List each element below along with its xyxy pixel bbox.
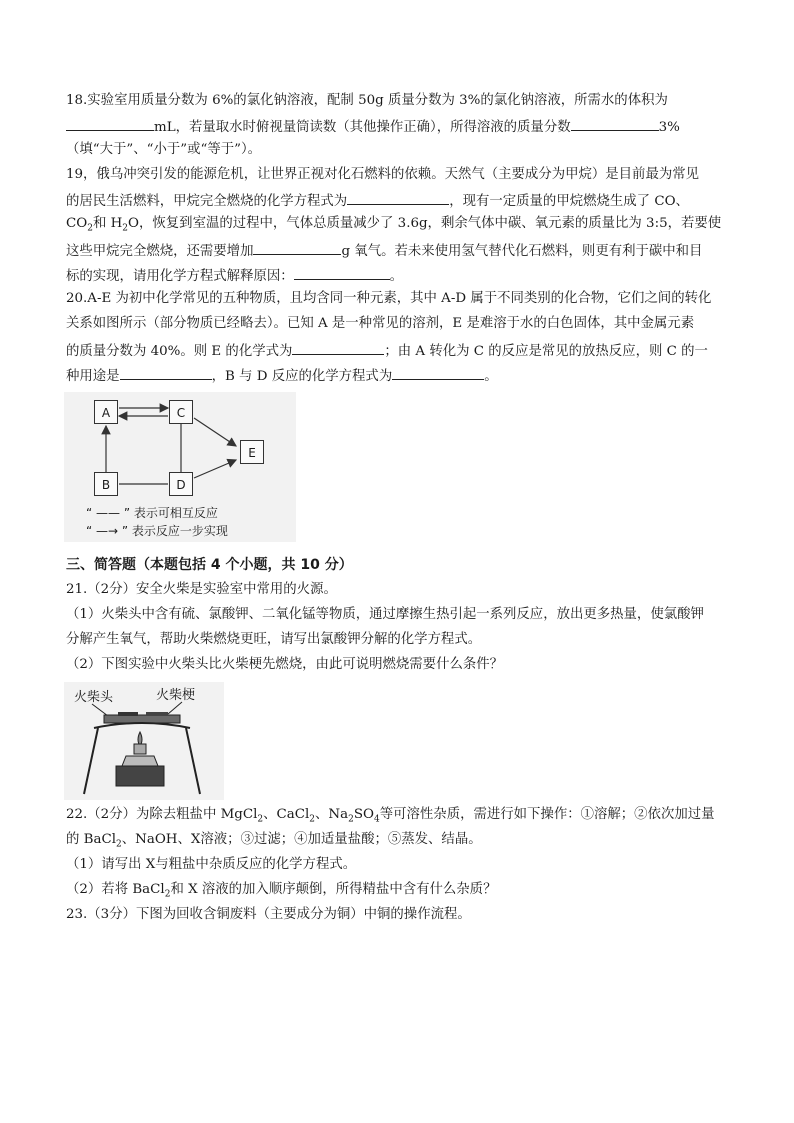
q20-line-1: [66, 290, 711, 308]
q20-text-4c: 。: [484, 369, 498, 384]
q22-text-4a: （2）若将 BaCl: [66, 882, 165, 897]
q19-line-5: [66, 265, 403, 286]
q20-text-3a: 的质量分数为 40%。则 E 的化学式为: [66, 344, 293, 359]
q20-blank-formula[interactable]: [292, 340, 384, 355]
q22-text-4b: 和 X 溶液的加入顺序颠倒，所得精盐中含有什么杂质？: [170, 882, 497, 897]
q22-text-1a: 22.（2分）为除去粗盐中 MgCl: [66, 807, 258, 822]
q18-blank-compare[interactable]: [571, 116, 659, 131]
q19-text-1: 19，俄乌冲突引发的能源危机，让世界正视对化石燃料的依赖。天然气（主要成分为甲烷）是目前最为常见: [66, 167, 700, 182]
q22-text-2b: 、NaOH、X溶液；③过滤；④加适量盐酸；⑤蒸发、结晶。: [121, 832, 482, 847]
q19-line-2: [66, 190, 689, 211]
q21-text-2: （1）火柴头中含有硫、氯酸钾、二氧化锰等物质，通过摩擦生热引起一系列反应，放出更多热量，使氯酸钾: [66, 607, 704, 622]
q22-line-2: [66, 831, 482, 849]
q22-line-1: [66, 806, 715, 824]
subscript: 2: [309, 814, 316, 825]
q18-text-1: 18.实验室用质量分数为 6%的氯化钠溶液，配制 50g 质量分数为 3%的氯化钠溶液，所需水的体积为: [66, 93, 668, 108]
q18-blank-volume[interactable]: [66, 116, 154, 131]
q20-relation-diagram: [64, 392, 296, 542]
arrow-d-to-e: [194, 460, 236, 478]
q22-text-3: （1）请写出 X与粗盐中杂质反应的化学方程式。: [66, 857, 357, 872]
label-match-stick: 火柴梗: [156, 688, 196, 703]
q20-blank-equation[interactable]: [392, 365, 484, 380]
q21-line-2: [66, 606, 704, 624]
q20-line-3: [66, 340, 708, 361]
q19-text-3b: 和 H: [92, 216, 123, 231]
node-a: A: [94, 400, 118, 424]
q22-line-4: [66, 881, 496, 899]
q20-line-2: [66, 315, 694, 333]
q20-text-4b: ，B 与 D 反应的化学方程式为: [211, 369, 393, 384]
q18-text-3: （填“大于”、“小于”或“等于”）。: [66, 142, 262, 157]
q19-blank-equation[interactable]: [347, 190, 449, 205]
q18-line-3: [66, 141, 261, 159]
q19-text-3a: CO: [66, 216, 88, 231]
q19-line-1: [66, 166, 699, 184]
node-b: B: [94, 472, 118, 496]
q19-text-2a: 的居民生活燃料，甲烷完全燃烧的化学方程式为: [66, 194, 348, 209]
q20-blank-use[interactable]: [120, 365, 212, 380]
q22-text-1e: 等可溶性杂质，需进行如下操作：①溶解；②依次加过量: [379, 807, 715, 822]
subscript: 2: [348, 814, 354, 825]
q21-line-4: [66, 656, 503, 674]
legend-react: “ —— ” 表示可相互反应: [86, 506, 218, 520]
q20-text-4a: 种用途是: [66, 369, 120, 384]
q18-line-1: [66, 92, 668, 110]
q23-line-1: [66, 906, 471, 924]
q22-line-3: [66, 856, 356, 874]
tripod-burner-drawing: [64, 682, 224, 800]
q19-text-4a: 这些甲烷完全燃烧，还需要增加: [66, 244, 254, 259]
section-3-text: 三、简答题（本题包括 4 个小题，共 10 分）: [66, 557, 353, 573]
q21-line-3: [66, 631, 481, 649]
q19-text-5b: 。: [389, 269, 404, 284]
q18-text-2b: 3%: [658, 120, 680, 135]
q18-line-2: [66, 116, 680, 137]
q20-text-1: 20.A-E 为初中化学常见的五种物质，且均含同一种元素，其中 A-D 属于不同类别的化合物，它们之间的转化: [66, 291, 712, 306]
q23-text-1: 23.（3分）下图为回收含铜废料（主要成分为铜）中铜的操作流程。: [66, 907, 471, 922]
node-d: D: [169, 472, 193, 496]
q22-text-2a: 的 BaCl: [66, 832, 116, 847]
label-match-head: 火柴头: [74, 690, 114, 705]
subscript: 4: [374, 814, 380, 825]
arrow-c-to-e: [194, 418, 236, 446]
subscript: 2: [122, 223, 129, 234]
q19-text-2b: ，现有一定质量的甲烷燃烧生成了 CO、: [449, 194, 689, 209]
q20-text-2: 关系如图所示（部分物质已经略去）。已知 A 是一种常见的溶剂，E 是难溶于水的白色固体，其中金属元素: [66, 316, 695, 331]
node-c: C: [169, 400, 193, 424]
q20-text-3b: ；由 A 转化为 C 的反应是常见的放热反应，则 C 的一: [384, 344, 708, 359]
q19-text-3c: O，恢复到室温的过程中，气体总质量减少了 3.6g，剩余气体中碳、氧元素的质量比为 3:5，若要使: [128, 216, 722, 231]
q21-text-3: 分解产生氧气，帮助火柴燃烧更旺，请写出氯酸钾分解的化学方程式。: [66, 632, 482, 647]
q21-line-1: [66, 581, 337, 599]
q18-text-2a: mL，若量取水时俯视量筒读数（其他操作正确），所得溶液的质量分数: [154, 120, 571, 135]
q21-match-figure: [64, 682, 224, 800]
q22-text-1c: 、Na: [315, 807, 349, 822]
q19-text-5a: 标的实现，请用化学方程式解释原因：: [66, 269, 294, 284]
q20-line-4: [66, 365, 498, 386]
node-e: E: [240, 440, 264, 464]
section-3-title: [66, 556, 353, 574]
subscript: 2: [164, 889, 171, 900]
subscript: 2: [87, 223, 93, 234]
q19-line-4: [66, 240, 702, 261]
q22-text-1d: SO: [353, 807, 375, 822]
q19-text-4b: g 氧气。若未来使用氢气替代化石燃料，则更有利于碳中和目: [341, 244, 703, 259]
legend-convert: “ —→ ” 表示反应一步实现: [86, 524, 228, 538]
subscript: 2: [116, 839, 122, 850]
q19-blank-oxygen[interactable]: [253, 240, 341, 255]
q19-line-3: [66, 215, 721, 233]
q22-text-1b: 、CaCl: [263, 807, 310, 822]
subscript: 2: [257, 814, 264, 825]
q21-text-4: （2）下图实验中火柴头比火柴梗先燃烧，由此可说明燃烧需要什么条件？: [66, 657, 504, 672]
q21-text-1: 21.（2分）安全火柴是实验室中常用的火源。: [66, 582, 337, 597]
q19-blank-reason[interactable]: [294, 265, 390, 280]
